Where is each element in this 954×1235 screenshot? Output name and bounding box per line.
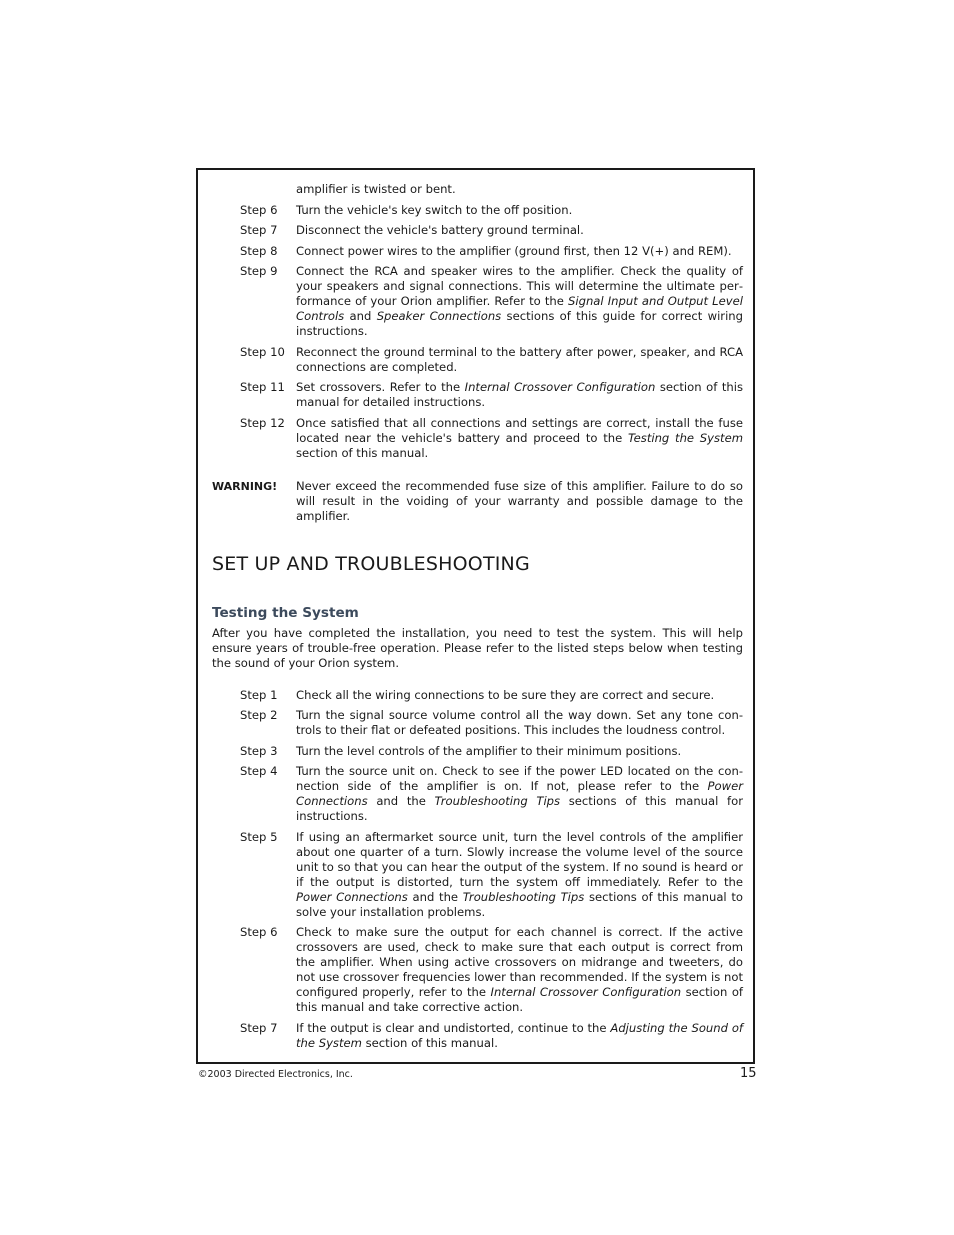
page-number: 15 [740, 1066, 757, 1081]
step-row [212, 1021, 743, 1051]
step-row [212, 345, 743, 375]
step-row [212, 264, 743, 339]
step-label: Step 2 [240, 708, 278, 722]
step-label: Step 6 [240, 925, 278, 939]
step-text-italic: Troubleshooting Tips [462, 889, 585, 904]
step-label: Step 6 [240, 202, 278, 217]
step-text [296, 203, 743, 218]
step-text [296, 264, 743, 339]
section-title: SET UP AND TROUBLESHOOTING [212, 552, 530, 575]
step-text-run: and the [367, 794, 435, 808]
page-content [212, 182, 743, 1056]
content-frame [196, 168, 755, 1064]
step-text-italic: Power Connections [296, 779, 743, 808]
step-text [296, 416, 743, 461]
step-text-run: sections of this manual for instructions. [296, 794, 743, 823]
step-label: Step 7 [240, 1020, 278, 1035]
step-text-run: Turn the signal source volume control all the way down. Set any tone controls to their flat or defeated positions. This includes the loudness control. [296, 708, 743, 737]
step-text-run: and the [407, 889, 463, 904]
step-text-run: section of this manual and take corrective action. [296, 985, 743, 1014]
step-text [296, 182, 743, 197]
step-text-run: section of this manual for detailed instructions. [296, 380, 743, 409]
step-row [212, 925, 743, 1015]
step-text-run: amplifier is twisted or bent. [296, 182, 456, 196]
step-text-italic: Adjusting the Sound of the System [296, 1020, 743, 1050]
step-row [212, 182, 743, 197]
step-text [296, 380, 743, 410]
step-text-run: Once satisfied that all connections and settings are correct, install the fuse located near the vehicle's battery and proceed to the [296, 415, 743, 445]
step-text-run: If using an aftermarket source unit, turn the level controls of the amplifier about one quarter of a turn. Slowly increase the volume level of the source unit to so that you can hear the output of the system. If no sound is heard or if the output is distorted, turn the system off immediately. Refer to the [296, 829, 743, 889]
step-label: Step 5 [240, 829, 278, 844]
step-label: Step 10 [240, 344, 285, 359]
step-text [296, 830, 743, 920]
step-text-italic: Speaker Connections [376, 309, 502, 323]
step-text-run: sections of this manual to solve your installation problems. [296, 889, 743, 919]
step-text-run: Turn the level controls of the amplifier to their minimum positions. [296, 743, 682, 758]
step-text-italic: Internal Crossover Configuration [490, 985, 682, 999]
step-text-run: Connect the RCA and speaker wires to the amplifier. Check the quality of your speakers and signal connections. This will determine the ultimate performance of your Orion amplifier. Refer to the [296, 264, 743, 308]
step-text [296, 688, 743, 703]
step-label: Step 4 [240, 764, 278, 778]
step-text [296, 925, 743, 1015]
step-text-run: Check all the wiring connections to be sure they are correct and secure. [296, 687, 715, 702]
step-text-run: Set crossovers. Refer to the [296, 380, 465, 394]
step-text-run: Disconnect the vehicle's battery ground terminal. [296, 223, 584, 237]
warning-label: WARNING! [212, 479, 278, 493]
step-text [296, 744, 743, 759]
step-text [296, 345, 743, 375]
step-row [212, 203, 743, 218]
step-text-italic: Internal Crossover Configuration [464, 380, 656, 394]
warning-text: Never exceed the recommended fuse size of this amplifier. Failure to do so will result in the voiding of your warranty and possible damage to the amplifier. [296, 478, 743, 523]
installation-steps [212, 182, 743, 461]
subsection-title: Testing the System [212, 604, 359, 621]
step-text-run: If the output is clear and undistorted, continue to the [296, 1020, 611, 1035]
step-text [296, 244, 743, 259]
warning-note [212, 479, 743, 524]
step-text-italic: Testing the System [628, 430, 744, 445]
step-text-run: section of this manual. [296, 445, 429, 460]
step-label: Step 3 [240, 743, 278, 758]
step-label: Step 7 [240, 223, 278, 237]
step-text-run: Turn the vehicle's key switch to the off position. [296, 202, 573, 217]
step-text-run: sections of this guide for correct wiring instructions. [296, 309, 743, 338]
step-label: Step 1 [240, 687, 278, 702]
step-text-run: Connect power wires to the amplifier (ground first, then 12 V(+) and REM). [296, 243, 732, 258]
step-row [212, 830, 743, 920]
step-text-run: section of this manual. [361, 1035, 498, 1050]
step-label: Step 11 [240, 380, 285, 394]
step-text [296, 223, 743, 238]
step-text [296, 708, 743, 738]
step-label: Step 9 [240, 264, 278, 278]
step-label: Step 12 [240, 415, 285, 430]
intro-paragraph: After you have completed the installation, you need to test the system. This will help ensure years of trouble-free operation. Please refer to the listed steps below when testing the sound of your Orion system. [212, 625, 743, 670]
step-text-run: and [344, 309, 377, 323]
step-row [212, 764, 743, 824]
step-label [212, 182, 296, 197]
step-text [296, 1021, 743, 1051]
step-row [212, 380, 743, 410]
step-row [212, 688, 743, 703]
step-text-run: Reconnect the ground terminal to the battery after power, speaker, and RCA connections are completed. [296, 344, 743, 374]
step-row [212, 223, 743, 238]
step-text-run: Turn the source unit on. Check to see if the power LED located on the connection side of the amplifier is on. If not, please refer to the [296, 764, 743, 793]
step-row [212, 416, 743, 461]
step-text-italic: Signal Input and Output Level Controls [296, 294, 743, 323]
step-row [212, 244, 743, 259]
step-text [296, 764, 743, 824]
step-row [212, 708, 743, 738]
step-row [212, 744, 743, 759]
step-text-italic: Troubleshooting Tips [434, 794, 561, 808]
step-text-run: Check to make sure the output for each channel is correct. If the active crossovers are used, check to make sure that each output is correct from the amplifier. When using active crossovers on midrange and tweeters, do not use crossover frequencies lower than recommended. If the system is not configured properly, refer to the [296, 925, 743, 999]
testing-steps [212, 688, 743, 1051]
copyright: ©2003 Directed Electronics, Inc. [198, 1069, 353, 1080]
step-label: Step 8 [240, 243, 278, 258]
step-text-italic: Power Connections [296, 889, 408, 904]
